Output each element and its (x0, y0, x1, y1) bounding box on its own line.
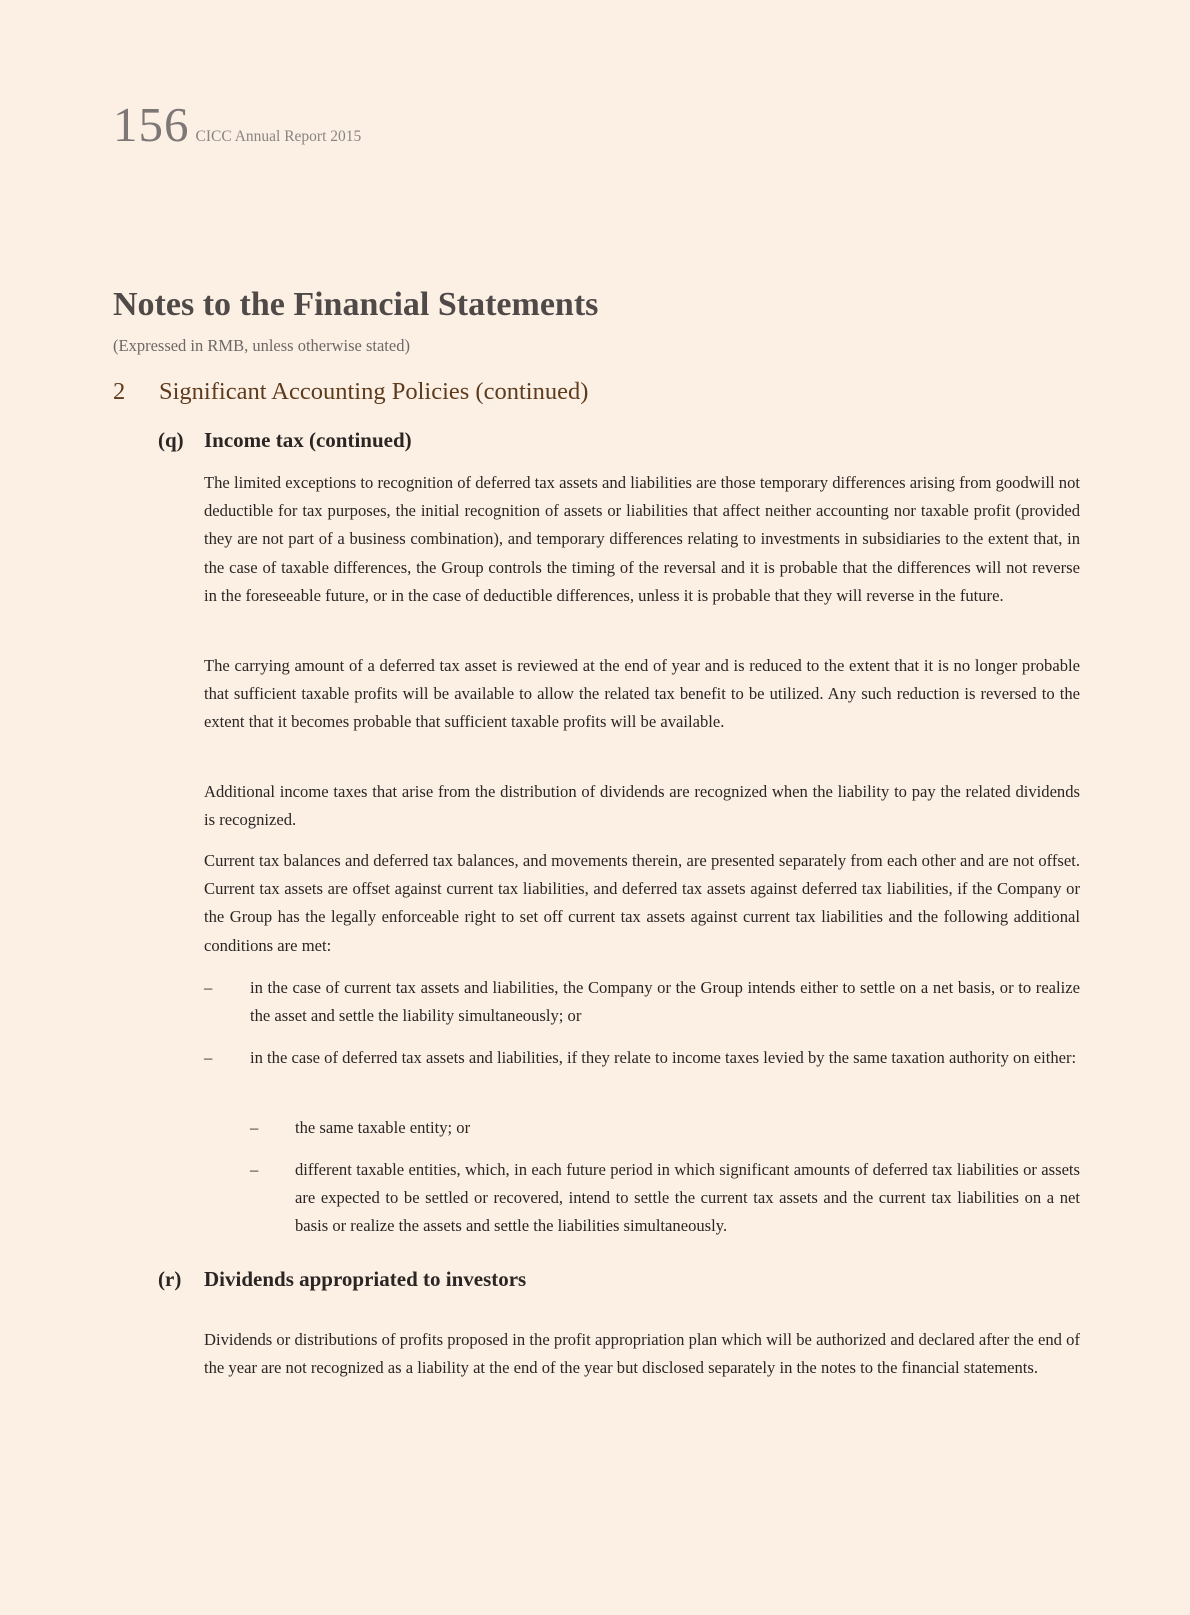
list-item-text: the same taxable entity; or (295, 1118, 471, 1137)
report-name: CICC Annual Report 2015 (195, 128, 362, 145)
subsection-heading-dividends (158, 1267, 526, 1292)
subsection-letter: (q) (158, 428, 184, 452)
paragraph: The limited exceptions to recognition of deferred tax assets and liabilities are those temporary differences arising from goodwill not deductible for tax purposes, the initial recognition of assets or liabilities that affect neither accounting nor taxable profit (provided they are not part of a business combination), and temporary differences relating to investments in subsidiaries to the extent that, in the case of taxable differences, the Group controls the timing of the reversal and it is probable that the differences will not reverse in the foreseeable future, or in the case of deductible differences, unless it is probable that they will reverse in the future. (204, 473, 1080, 605)
list-item (204, 974, 1080, 1030)
section-number: 2 (113, 378, 126, 405)
list-item-text: in the case of current tax assets and liabilities, the Company or the Group intends either to settle on a net basis, or to realize the asset and settle the liability simultaneously; or (250, 978, 1080, 1026)
bullet-dash: – (204, 978, 213, 997)
sub-list-item (250, 1114, 1080, 1142)
list-item (204, 1044, 1080, 1072)
list-item-text: in the case of deferred tax assets and liabilities, if they relate to income taxes levied by the same taxation authority on either: (250, 1048, 1077, 1067)
bullet-dash: – (250, 1118, 259, 1137)
page-number: 156 (113, 97, 190, 152)
paragraph: Additional income taxes that arise from the distribution of dividends are recognized when the liability to pay the related dividends is recognized. (204, 782, 1080, 830)
page-header (113, 96, 361, 153)
bullet-dash: – (250, 1160, 259, 1179)
subsection-suffix: (continued) (303, 428, 412, 452)
subsection-title: Dividends appropriated to investors (204, 1267, 527, 1291)
page-subtitle: (Expressed in RMB, unless otherwise stated) (113, 336, 410, 355)
bullet-dash: – (204, 1048, 213, 1067)
subsection-heading-income-tax (158, 428, 412, 453)
paragraph: Current tax balances and deferred tax balances, and movements therein, are presented separately from each other and are not offset. Current tax assets are offset against current tax liabilities, and deferred tax assets against deferred tax liabilities, if the Company or the Group has the legally enforceable right to set off current tax assets against current tax liabilities and the following additional conditions are met: (204, 851, 1080, 955)
list-item-text: different taxable entities, which, in each future period in which significant amounts of deferred tax liabilities or assets are expected to be settled or recovered, intend to settle the current tax assets and the current tax liabilities on a net basis or realize the assets and settle the liabilities simultaneously. (295, 1160, 1080, 1236)
section-heading (113, 378, 588, 406)
paragraph: The carrying amount of a deferred tax asset is reviewed at the end of year and is reduced to the extent that it is no longer probable that sufficient taxable profits will be available to allow the related tax benefit to be utilized. Any such reduction is reversed to the extent that it becomes probable that sufficient taxable profits will be available. (204, 656, 1080, 732)
sub-list-item (250, 1156, 1080, 1241)
subsection-title: Income tax (204, 428, 304, 452)
section-title: Significant Accounting Policies (continued) (159, 378, 589, 405)
page-title: Notes to the Financial Statements (113, 286, 599, 323)
subsection-letter: (r) (158, 1267, 182, 1291)
paragraph: Dividends or distributions of profits proposed in the profit appropriation plan which will be authorized and declared after the end of the year are not recognized as a liability at the end of the year but disclosed separately in the notes to the financial statements. (204, 1330, 1080, 1378)
